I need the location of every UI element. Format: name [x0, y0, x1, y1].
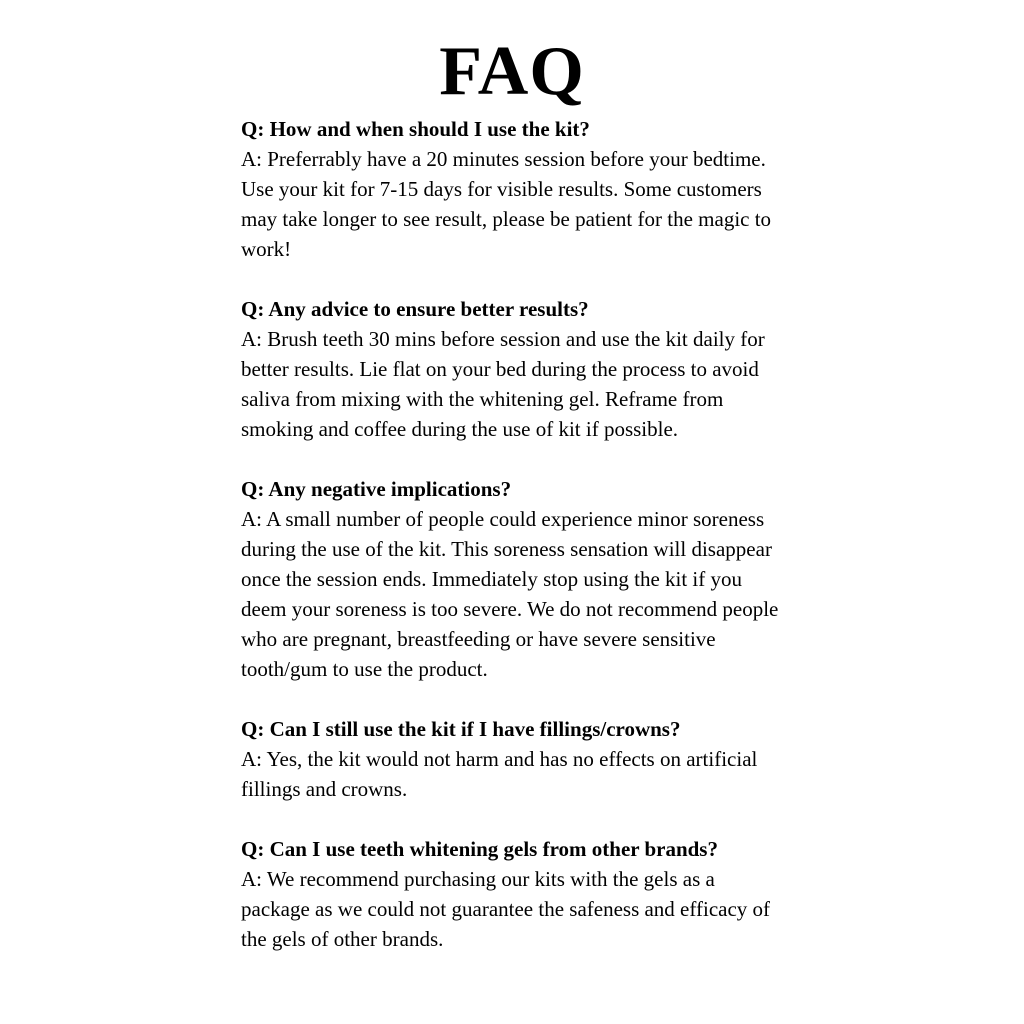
faq-question: Q: Any negative implications?	[241, 477, 512, 501]
faq-item	[241, 474, 783, 684]
faq-item	[241, 714, 783, 804]
faq-question: Q: Any advice to ensure better results?	[241, 297, 589, 321]
faq-question: Q: Can I use teeth whitening gels from other brands?	[241, 837, 718, 861]
faq-item	[241, 294, 783, 444]
faq-answer: A: Preferrably have a 20 minutes session before your bedtime. Use your kit for 7-15 days for visible results. Some customers may take longer to see result, please be patient for the magic to work!	[241, 147, 772, 261]
faq-content	[241, 114, 783, 954]
faq-answer: A: A small number of people could experience minor soreness during the use of the kit. This soreness sensation will disappear once the session ends. Immediately stop using the kit if you deem your soreness is too severe. We do not recommend people who are pregnant, breastfeeding or have severe sensitive tooth/gum to use the product.	[241, 507, 779, 681]
faq-question: Q: How and when should I use the kit?	[241, 117, 590, 141]
faq-question: Q: Can I still use the kit if I have fillings/crowns?	[241, 717, 681, 741]
page-title: FAQ	[439, 33, 585, 110]
faq-item	[241, 834, 783, 954]
faq-answer: A: Yes, the kit would not harm and has no effects on artificial fillings and crowns.	[241, 747, 758, 801]
faq-answer: A: Brush teeth 30 mins before session and use the kit daily for better results. Lie flat on your bed during the process to avoid saliva from mixing with the whitening gel. Reframe from smoking and coffee during the use of kit if possible.	[241, 327, 765, 441]
faq-answer: A: We recommend purchasing our kits with the gels as a package as we could not guarantee the safeness and efficacy of the gels of other brands.	[241, 867, 771, 951]
faq-item	[241, 114, 783, 264]
